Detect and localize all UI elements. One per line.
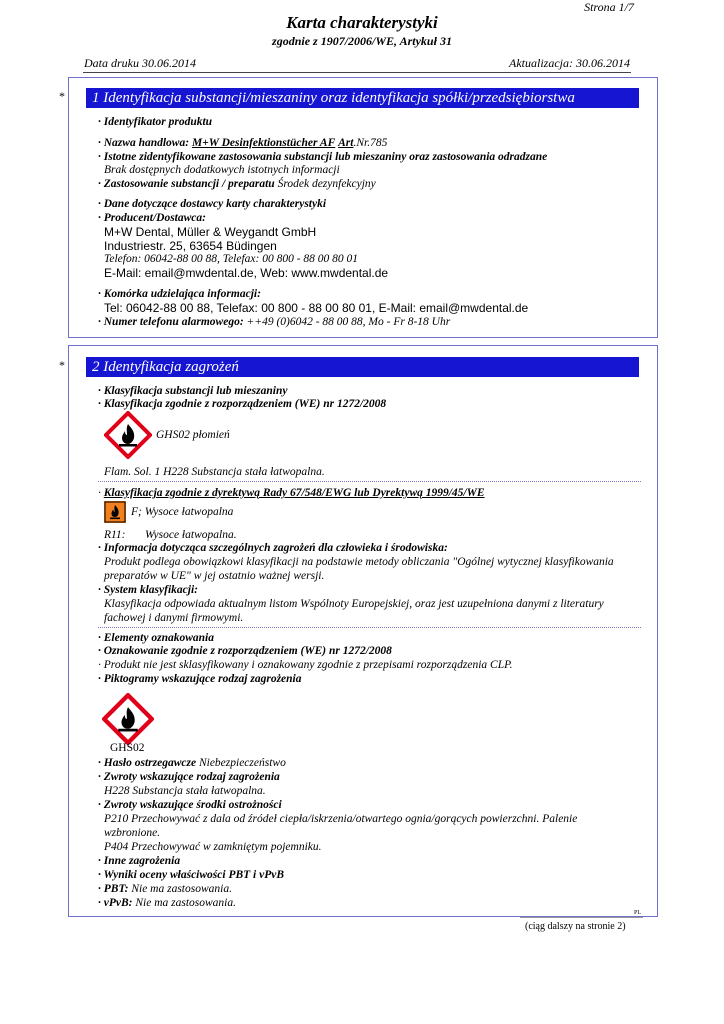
document-subtitle: zgodnie z 1907/2006/WE, Artykuł 31: [272, 34, 452, 48]
dotted-divider: [98, 481, 641, 482]
system-text: Klasyfikacja odpowiada aktualnym listom Wspólnoty Europejskiej, oraz jest uzupełniona danymi z literatury: [104, 598, 604, 610]
other-hazards-label: · Inne zagrożenia: [98, 855, 181, 867]
system-text: fachowej i danymi firmowymi.: [104, 612, 244, 624]
clp-classification-label: · Klasyfikacja zgodnie z rozporządzeniem (WE) nr 1272/2008: [98, 398, 387, 410]
update-date: Aktualizacja: 30.06.2014: [509, 56, 630, 70]
ghs02-label: GHS02: [110, 742, 145, 754]
pbt-results-label: · Wyniki oceny właściwości PBT i vPvB: [98, 869, 285, 881]
language-code: PL: [634, 910, 642, 916]
hazards-label: · Informacja dotycząca szczególnych zagrożeń dla człowieka i środowiska:: [98, 542, 448, 554]
company-street: Industriestr. 25, 63654 Büdingen: [104, 239, 277, 253]
classification-label: · Klasyfikacja substancji lub mieszaniny: [98, 385, 288, 397]
producer-label: · Producent/Dostawca:: [98, 212, 206, 224]
header-divider: [83, 72, 631, 73]
pictograms-label: · Piktogramy wskazujące rodzaj zagrożenia: [98, 673, 302, 685]
continued-note: (ciąg dalszy na stronie 2): [525, 921, 626, 932]
r11-code: R11:: [104, 529, 126, 541]
trade-name-line: · Nazwa handlowa: M+W Desinfektionstücher AF Art.Nr.785: [98, 137, 388, 149]
p404-statement: P404 Przechowywać w zamkniętym pojemniku.: [104, 841, 322, 853]
info-contact-text: Tel: 06042-88 00 88, Telefax: 00 800 - 88 00 80 01, E-Mail: email@mwdental.de: [104, 301, 529, 315]
print-date: Data druku 30.06.2014: [84, 56, 196, 70]
info-contact-label: · Komórka udzielająca informacji:: [98, 288, 261, 300]
signal-word-line: · Hasło ostrzegawcze Niebezpieczeństwo: [98, 757, 286, 769]
footer-divider: [520, 917, 643, 918]
precautionary-label: · Zwroty wskazujące środki ostrożności: [98, 799, 282, 811]
dotted-divider: [98, 627, 641, 628]
document-title: Karta charakterystyki: [286, 13, 438, 32]
application-line: · Zastosowanie substancji / preparatu Środek dezynfekcyjny: [98, 178, 376, 190]
r11-text: Wysoce łatwopalna.: [145, 529, 237, 541]
revision-marker: *: [59, 358, 65, 372]
emergency-phone-line: · Numer telefonu alarmowego: ++49 (0)6042 - 88 00 88, Mo - Fr 8-18 Uhr: [98, 316, 451, 328]
supplier-details-label: · Dane dotyczące dostawcy karty charakterystyki: [98, 198, 327, 210]
product-identifier-label: · Identyfikator produktu: [98, 116, 213, 128]
hazards-text: Produkt podlega obowiązkowi klasyfikacji na podstawie metody obliczania "Ogólnej wytycznej klasyfikowania: [104, 556, 614, 568]
flam-sol-classification: Flam. Sol. 1 H228 Substancja stała łatwopalna.: [104, 466, 325, 478]
ghs02-flame-icon: [102, 693, 154, 745]
page-number: Strona 1/7: [584, 0, 634, 14]
revision-marker: *: [59, 89, 65, 103]
label-elements-label: · Elementy oznakowania: [98, 632, 214, 644]
hazards-text: preparatów w UE" w jej ostatnio ważnej wersji.: [104, 570, 325, 582]
company-email: E-Mail: email@mwdental.de, Web: www.mwdental.de: [104, 266, 389, 280]
clp-labelling-label: · Oznakowanie zgodnie z rozporządzeniem (WE) nr 1272/2008: [98, 645, 392, 657]
p210-statement: P210 Przechowywać z dala od źródeł ciepła/iskrzenia/otwartego ognia/gorących powierzchni. Palenie: [104, 813, 578, 825]
f-label: F; Wysoce łatwopalna: [131, 506, 234, 518]
section-2-heading: 2 Identyfikacja zagrożeń: [86, 357, 639, 377]
pbt-line: · PBT: Nie ma zastosowania.: [98, 883, 232, 895]
ghs02-flame-icon: [104, 411, 152, 459]
hazard-statements-label: · Zwroty wskazujące rodzaj zagrożenia: [98, 771, 280, 783]
company-phone: Telefon: 06042-88 00 88, Telefax: 00 800 - 88 00 80 01: [104, 253, 359, 265]
not-labelled-text: · Produkt nie jest sklasyfikowany i oznakowany zgodnie z przepisami rozporządzenia CLP.: [98, 659, 513, 671]
section-1-heading: 1 Identyfikacja substancji/mieszaniny oraz identyfikacja spółki/przedsiębiorstwa: [86, 88, 639, 108]
ghs02-caption: GHS02 płomień: [156, 429, 230, 441]
system-label: · System klasyfikacji:: [98, 584, 198, 596]
p210-statement: wzbronione.: [104, 827, 161, 839]
dsd-classification-label: · Klasyfikacja zgodnie z dyrektywą Rady 67/548/EWG lub Dyrektywą 1999/45/WE: [98, 487, 485, 499]
flammable-f-icon: [104, 501, 126, 523]
uses-label: · Istotne zidentyfikowane zastosowania substancji lub mieszaniny oraz zastosowania odradzane: [98, 151, 548, 163]
uses-text: Brak dostępnych dodatkowych istotnych informacji: [104, 164, 340, 176]
h228-statement: H228 Substancja stała łatwopalna.: [104, 785, 266, 797]
company-name: M+W Dental, Müller & Weygandt GmbH: [104, 225, 317, 239]
vpvb-line: · vPvB: Nie ma zastosowania.: [98, 897, 236, 909]
